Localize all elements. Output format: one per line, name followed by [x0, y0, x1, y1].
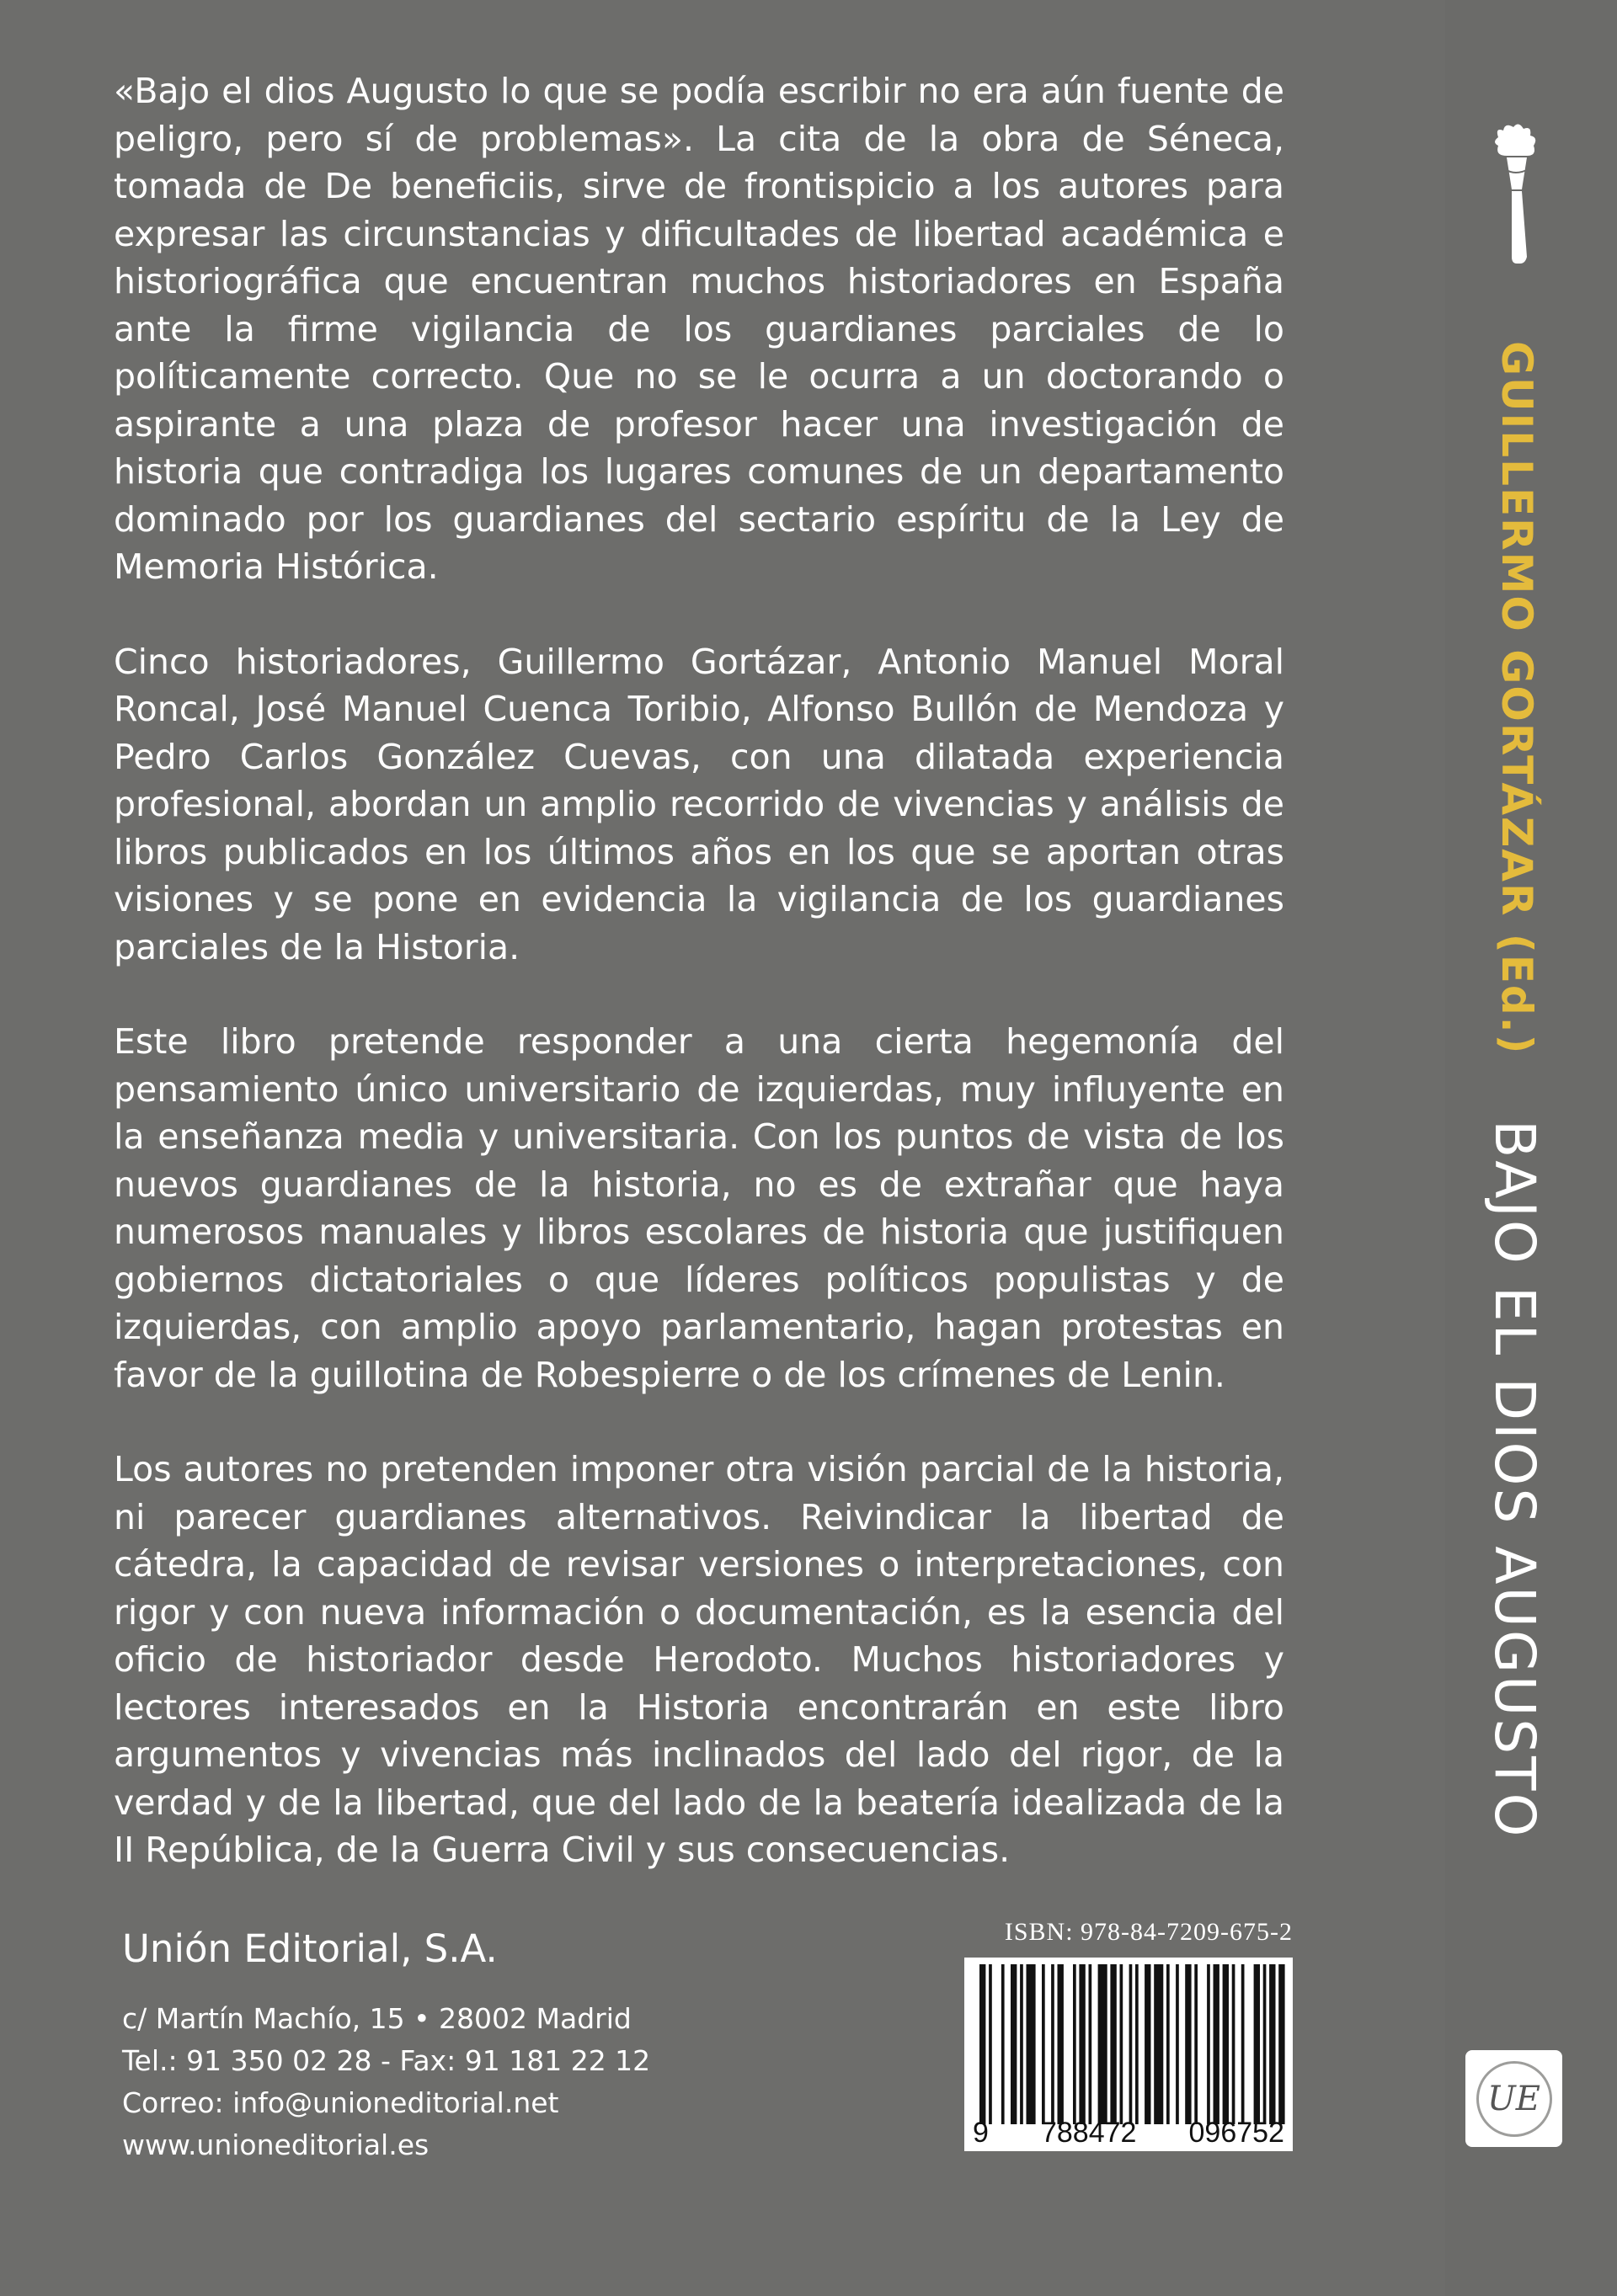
- barcode-digit-left: 788472: [1040, 2117, 1137, 2149]
- torch-icon: [1486, 122, 1545, 265]
- barcode-bar: [989, 1964, 992, 2124]
- spine-author: GUILLERMO GORTÁZAR (Ed.): [1492, 341, 1541, 1056]
- barcode-bar: [1120, 1964, 1123, 2124]
- barcode-bar: [1278, 1964, 1284, 2124]
- barcode-bar: [1129, 1964, 1133, 2124]
- barcode-bar: [1058, 1964, 1064, 2124]
- barcode-bar: [1073, 1964, 1076, 2124]
- publisher-logo: [1465, 2050, 1562, 2147]
- barcode-bar: [1176, 1964, 1179, 2124]
- paragraph-1: «Bajo el dios Augusto lo que se podía escribir no era aún fuente de peligro, pero sí de problemas». La cita de la obra de Séneca, tomada de De beneficiis, sirve de frontispicio a los autores para expresar las circunstancias y dificultades de libertad académica e historiográfica que encuentran muchos historiadores en España ante la firme vigilancia de los guardianes parciales de lo políticamente correcto. Que no se le ocurra a un doctorando o aspirante a una plaza de profesor hacer una investigación de historia que contradiga los lugares comunes de un departamento dominado por los guardianes del sectario espíritu de la Ley de Memoria Histórica.: [114, 71, 1284, 587]
- barcode-bar: [1098, 1964, 1107, 2124]
- barcode-digits: [964, 2117, 1293, 2150]
- spine-title: BAJO EL DIOS AUGUSTO: [1482, 1120, 1547, 1840]
- publisher-phone: Tel.: 91 350 02 28 - Fax: 91 181 22 12: [122, 2044, 651, 2077]
- isbn-label: ISBN: 978-84-7209-675-2: [1004, 1918, 1293, 1946]
- barcode-bar: [1027, 1964, 1036, 2124]
- barcode-bar: [1214, 1964, 1219, 2124]
- publisher-address: c/ Martín Machío, 15 • 28002 Madrid: [122, 2002, 632, 2035]
- publisher-info: [122, 1924, 650, 2166]
- back-cover-text: [114, 67, 1284, 1874]
- barcode-bar: [1079, 1964, 1085, 2124]
- barcode-bar: [1207, 1964, 1210, 2124]
- barcode-bar: [1011, 1964, 1017, 2124]
- publisher-email: Correo: info@unioneditorial.net: [122, 2086, 559, 2119]
- barcode-bar: [1269, 1964, 1275, 2124]
- barcode-bar: [1254, 1964, 1260, 2124]
- barcode-bar: [1232, 1964, 1235, 2124]
- barcode-bar: [1194, 1964, 1198, 2124]
- barcode-bar: [1110, 1964, 1116, 2124]
- barcode-bar: [1263, 1964, 1267, 2124]
- barcode-digit-right: 096752: [1188, 2117, 1284, 2149]
- barcode-bar: [1020, 1964, 1023, 2124]
- paragraph-2: Cinco historiadores, Guillermo Gortázar, Antonio Manuel Moral Roncal, José Manuel Cuenca Toribio, Alfonso Bullón de Mendoza y Pedro Carlos González Cuevas, con una dilatada experiencia profesional, abordan un amplio recorrido de vivencias y análisis de libros publicados en los últimos años en los que se aportan otras visiones y se pone en evidencia la vigilancia de los guardianes parciales de la Historia.: [114, 641, 1284, 967]
- barcode-bar: [1135, 1964, 1139, 2124]
- barcode-bar: [1185, 1964, 1191, 2124]
- barcode: [964, 1958, 1293, 2151]
- barcode-digit-first: 9: [973, 2117, 989, 2149]
- barcode-bar: [1223, 1964, 1229, 2124]
- barcode-bar: [979, 1964, 985, 2124]
- barcode-bar: [1089, 1964, 1092, 2124]
- barcode-bar: [1051, 1964, 1054, 2124]
- paragraph-3: Este libro pretende responder a una cierta hegemonía del pensamiento único universitario de izquierdas, muy influyente en la enseñanza media y universitaria. Con los puntos de vista de los nuevos guardianes de la historia, no es de extrañar que haya numerosos manuales y libros escolares de historia que justifiquen gobiernos dictatoriales o que líderes políticos populistas y de izquierdas, con amplio apoyo parlamentario, hagan protestas en favor de la guillotina de Robespierre o de los crímenes de Lenin.: [114, 1021, 1284, 1395]
- logo-monogram: UE: [1476, 2061, 1552, 2137]
- barcode-bar: [1166, 1964, 1170, 2124]
- paragraph-4: Los autores no pretenden imponer otra visión parcial de la historia, ni parecer guardianes alternativos. Reivindicar la libertad de cátedra, la capacidad de revisar versiones o interpretaciones, con rigor y con nueva información o documentación, es la esencia del oficio de historiador desde Herodoto. Muchos historiadores y lectores interesados en la Historia encontrarán en este libro argumentos y vivencias más inclinados del lado del rigor, de la verdad y de la libertad, que del lado de la beatería idealizada de la II República, de la Guerra Civil y sus consecuencias.: [114, 1449, 1284, 1870]
- barcode-bar: [1145, 1964, 1150, 2124]
- barcode-bars-icon: [964, 1964, 1293, 2124]
- publisher-name: Unión Editorial, S.A.: [122, 1926, 498, 1971]
- barcode-bar: [1001, 1964, 1005, 2124]
- barcode-bar: [1154, 1964, 1163, 2124]
- barcode-bar: [1241, 1964, 1245, 2124]
- barcode-bar: [1042, 1964, 1045, 2124]
- publisher-website: www.unioneditorial.es: [122, 2128, 430, 2161]
